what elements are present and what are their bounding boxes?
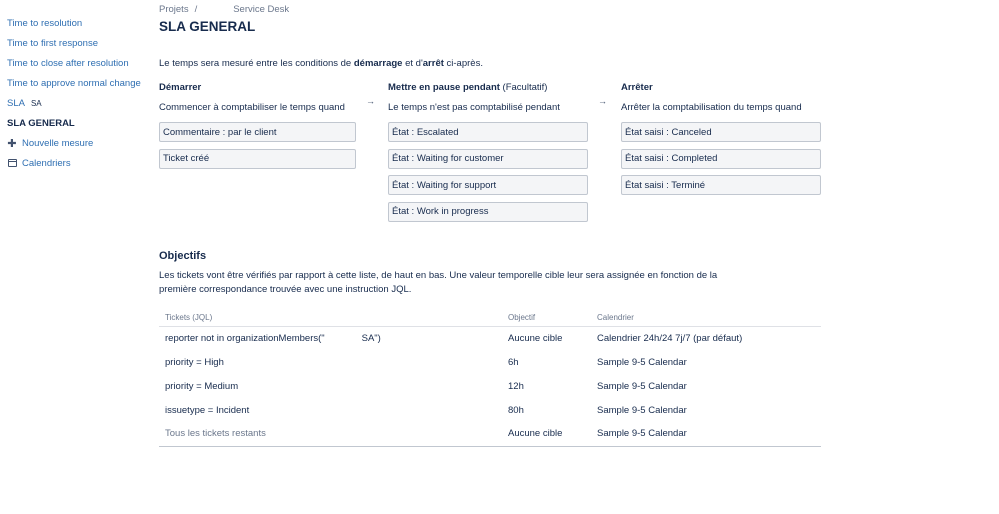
optional-label: (Facultatif) — [499, 82, 548, 93]
pause-column — [388, 82, 593, 228]
calendars-label: Calendriers — [22, 157, 71, 169]
table-header-row — [159, 309, 821, 326]
goal-cell: Aucune cible — [508, 332, 563, 344]
column-header-calendar: Calendrier — [591, 309, 821, 326]
table-row[interactable] — [159, 374, 821, 398]
goal-cell: 6h — [508, 356, 519, 368]
jql-cell: priority = High — [165, 356, 224, 368]
calendars-link[interactable] — [7, 153, 147, 173]
table-row[interactable] — [159, 398, 821, 422]
start-subtitle: Commencer à comptabiliser le temps quand — [159, 102, 345, 113]
arrow-right-icon: → — [598, 96, 607, 106]
pause-condition[interactable]: État : Waiting for support — [388, 175, 588, 195]
stop-condition[interactable]: État saisi : Completed — [621, 149, 821, 169]
breadcrumb-projects[interactable]: Projets — [159, 4, 189, 15]
jql-cell: reporter not in organizationMembers(" SA") — [165, 332, 381, 344]
calendar-cell: Sample 9-5 Calendar — [597, 404, 687, 416]
calendar-cell: Sample 9-5 Calendar — [597, 356, 687, 368]
calendar-cell: Calendrier 24h/24 7j/7 (par défaut) — [597, 332, 743, 344]
sidebar-item-label: Time to first response — [7, 37, 98, 49]
new-measure-label: Nouvelle mesure — [22, 137, 94, 149]
breadcrumb-separator: / — [194, 4, 198, 15]
stop-condition[interactable]: État saisi : Terminé — [621, 175, 821, 195]
plus-icon: ✚ — [7, 137, 17, 150]
table-row-remaining[interactable] — [159, 422, 821, 446]
breadcrumb-service-desk[interactable]: Service Desk — [233, 4, 290, 15]
column-header-goal: Objectif — [502, 309, 591, 326]
calendar-cell: Sample 9-5 Calendar — [597, 380, 687, 392]
start-keyword: démarrage — [353, 58, 403, 69]
table-row[interactable] — [159, 326, 821, 350]
objectives-description: Les tickets vont être vérifiés par rapport à cette liste, de haut en bas. Une valeur temporelle cible leur sera assignée en fonction de la première correspondance trouvée avec une instruction JQL. — [159, 270, 718, 295]
arrow-right-icon: → — [366, 96, 375, 106]
goal-cell: Aucune cible — [502, 422, 591, 446]
sidebar-item-label: SLA — [7, 97, 25, 109]
goal-cell: 12h — [508, 380, 524, 392]
sidebar-item-label: Time to resolution — [7, 17, 83, 29]
stop-subtitle: Arrêter la comptabilisation du temps quand — [621, 102, 802, 113]
sidebar-item-time-to-resolution[interactable] — [7, 13, 147, 33]
sidebar-item-sla-general[interactable] — [7, 113, 147, 133]
goals-table — [159, 309, 821, 447]
sidebar-item-time-to-close-after-resolution[interactable] — [7, 53, 147, 73]
stop-keyword: arrêt — [422, 58, 444, 69]
jql-cell: issuetype = Incident — [165, 404, 250, 416]
sidebar-item-time-to-first-response[interactable] — [7, 33, 147, 53]
stop-condition[interactable]: État saisi : Canceled — [621, 122, 821, 142]
pause-subtitle: Le temps n'est pas comptabilisé pendant — [388, 102, 560, 113]
pause-condition[interactable]: État : Work in progress — [388, 202, 588, 222]
objectives-title: Objectifs — [159, 250, 207, 262]
breadcrumb — [159, 2, 829, 17]
column-header-jql: Tickets (JQL) — [159, 309, 502, 326]
sidebar-item-label: Time to close after resolution — [7, 57, 129, 69]
page-title: SLA GENERAL — [159, 19, 256, 34]
sla-sidebar — [7, 13, 147, 173]
stop-column — [621, 82, 826, 202]
sidebar-item-label: Time to approve normal change — [7, 77, 141, 89]
sla-detail — [159, 0, 829, 440]
sidebar-item-sla[interactable] — [7, 93, 147, 113]
new-measure-button[interactable] — [7, 133, 147, 153]
calendar-cell: Sample 9-5 Calendar — [591, 422, 821, 446]
sidebar-item-time-to-approve-normal-change[interactable] — [7, 73, 147, 93]
intro-text: Le temps sera mesuré entre les conditions de démarrage et d'arrêt ci-après. — [159, 58, 483, 69]
pause-condition[interactable]: État : Waiting for customer — [388, 149, 588, 169]
table-row[interactable] — [159, 350, 821, 374]
start-condition[interactable]: Commentaire : par le client — [159, 122, 356, 142]
stop-title: Arrêter — [621, 82, 653, 93]
jql-cell: Tous les tickets restants — [159, 422, 502, 446]
pause-title: Mettre en pause pendant (Facultatif) — [388, 82, 548, 93]
sidebar-item-tag: SA — [30, 98, 42, 108]
conditions-section — [159, 82, 829, 232]
start-title: Démarrer — [159, 82, 202, 93]
start-condition[interactable]: Ticket créé — [159, 149, 356, 169]
pause-condition[interactable]: État : Escalated — [388, 122, 588, 142]
goal-cell: 80h — [508, 404, 524, 416]
jql-cell: priority = Medium — [165, 380, 239, 392]
calendar-icon — [7, 158, 17, 168]
start-column — [159, 82, 359, 175]
sidebar-item-label: SLA GENERAL — [7, 117, 75, 129]
